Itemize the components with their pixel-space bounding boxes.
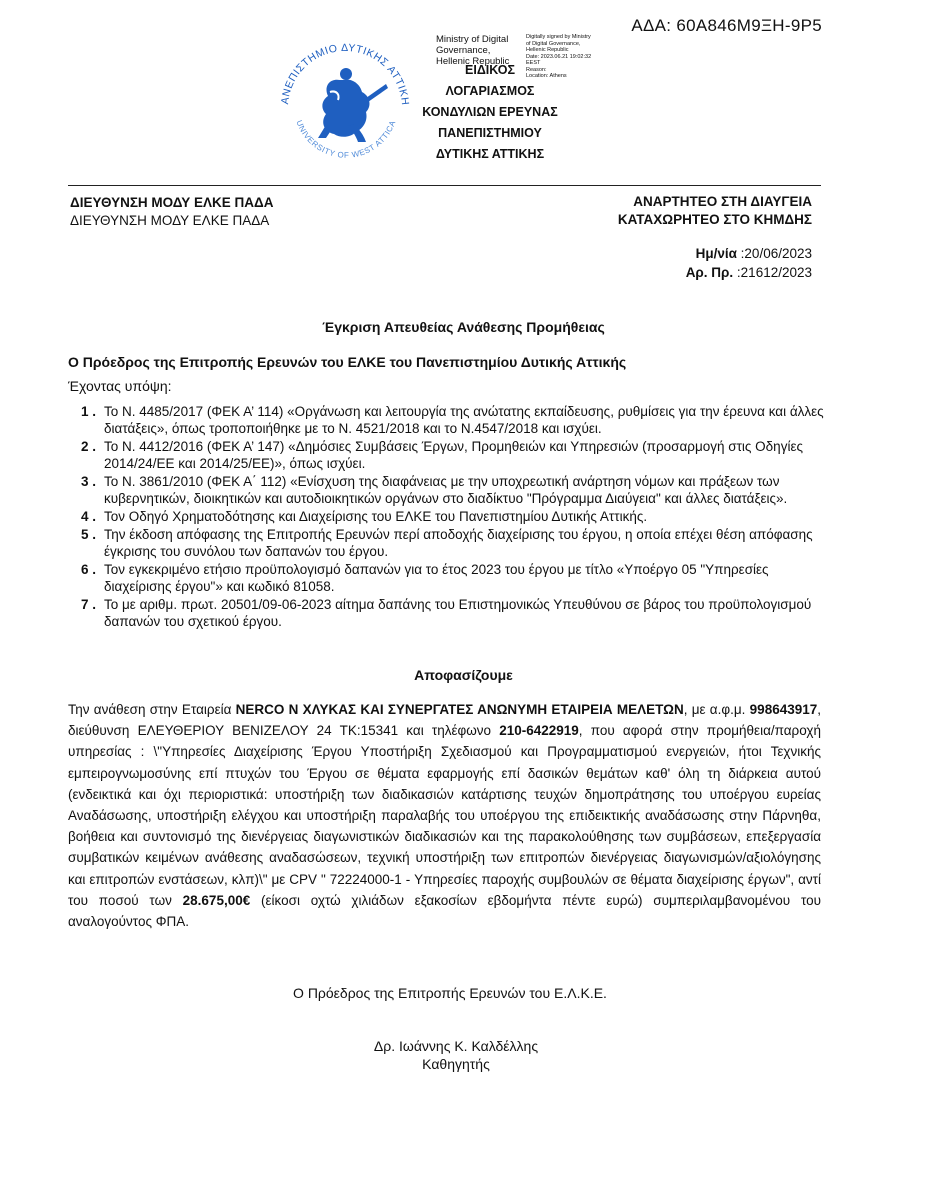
date-value: :20/06/2023 xyxy=(740,246,812,261)
posting-instructions: ΑΝΑΡΤΗΤΕΟ ΣΤΗ ΔΙΑΥΓΕΙΑ ΚΑΤΑΧΩΡΗΤΕΟ ΣΤΟ ΚΗΜΔΗΣ xyxy=(617,194,812,227)
having-in-mind: Έχοντας υπόψη: xyxy=(68,378,172,394)
decision-body: Την ανάθεση στην Εταιρεία NERCO Ν ΧΛΥΚΑΣ ΚΑΙ ΣΥΝΕΡΓΑΤΕΣ ΑΝΩΝΥΜΗ ΕΤΑΙΡΕΙΑ ΜΕΛΕΤΩΝ, με α.φ.μ. 998643917, διεύθυνση ΕΛΕΥΘΕΡΙΟΥ ΒΕΝΙΖΕΛΟΥ 24 ΤΚ:15341 και τηλέφωνο 210-6422919, που αφορά στην προμήθεια/παροχή υπηρεσίας : \"Υπηρεσίες Διαχείρισης Έργου Υποστήριξη Σχεδιασμού και Προγραμματισμού ενεργειών, ήτοι Τεχνικής εμπειρογνωμοσύνης επί πτυχών του Έργου σε θέματα εφαρμογής επί δασικών θεμάτων καθ' όλη τη διάρκεια αυτού (ενδεικτικά και όχι περιοριστικά: υποστήριξη των διαδικασιών κατάρτισης τευχών δημοπράτησης του υποέργου ευρείας Αναδάσωσης, υποστήριξη ελέγχου και υποστήριξη παραλαβής του υποέργου της επιδεικτικής αναδάσωσης στην Πάρνηθα, βοήθεια και συντονισμό της διενέργειας διαγωνιστικών διαδικασιών και της παρακολούθησης των συμβάσεων, επεξεργασία συμβατικών κειμένων ανάθεσης αναδασώσεων, τεχνική υποστήριξη των επιτροπών διενέργειας διαγωνισμών/αξιολόγησης και επιτροπών ενστάσεων, κλπ)\" με CPV " 72224000-1 - Υπηρεσίες παροχής συμβουλών σε θέματα διαχείρισης έργων", αντί του ποσού των 28.675,00€ (είκοσι οχτώ χιλιάδων εξακοσίων εβδομήντα πέντε ευρώ) συμπεριλαμβανομένου του αναλογούντος ΦΠΑ. xyxy=(68,702,822,930)
signatory-role: Ο Πρόεδρος της Επιτροπής Ερευνών του Ε.Λ.Κ.Ε. xyxy=(293,985,607,1001)
signatory-name: Δρ. Ιωάννης Κ. Καλδέλλης xyxy=(373,1038,539,1054)
list-item: 2 . Το Ν. 4412/2016 (ΦΕΚ Α’ 147) «Δημόσιες Συμβάσεις Έργων, Προμηθειών και Υπηρεσιών (προσαρμογή στις Οδηγίες 2014/24/ΕΕ και 2014/25/ΕΕ)», όπως ισχύει. xyxy=(80,439,803,471)
date-label: Ημ/νία xyxy=(695,246,737,261)
list-item: 7 . Το με αριθμ. πρωτ. 20501/09-06-2023 αίτημα δαπάνης του Επιστημονικώς Υπευθύνου σε βάρος του προϋπολογισμού δαπανών του σχετικού έργου. xyxy=(80,597,812,629)
company-name: NERCO Ν ΧΛΥΚΑΣ ΚΑΙ ΣΥΝΕΡΓΑΤΕΣ ΑΝΩΝΥΜΗ ΕΤΑΙΡΕΙΑ ΜΕΛΕΤΩΝ xyxy=(235,702,684,717)
athena-emblem-icon xyxy=(318,68,388,142)
list-item: 3 . Το Ν. 3861/2010 (ΦΕΚ Α΄ 112) «Ενίσχυση της διαφάνειας με την υποχρεωτική ανάρτηση νόμων και πράξεων των κυβερνητικών, διοικητικών και αυτοδιοικητικών οργάνων στο διαδίκτυο "Πρόγραμμα Διαύγεια" και άλλες διατάξεις». xyxy=(80,474,788,506)
president-heading: Ο Πρόεδρος της Επιτροπής Ερευνών του ΕΛΚΕ του Πανεπιστημίου Δυτικής Αττικής xyxy=(68,354,627,370)
document-meta xyxy=(686,244,812,282)
afm-number: 998643917 xyxy=(749,702,818,717)
list-item: 1 . Το Ν. 4485/2017 (ΦΕΚ Α’ 114) «Οργάνωση και λειτουργία της ανώτατης εκπαίδευσης, ρυθμίσεις για την έρευνα και άλλες διατάξεις», όπως τροποποιήθηκε με το Ν. 4521/2018 και το Ν.4547/2018 και ισχύει. xyxy=(80,404,824,436)
signature-meta: Digitally signed by Ministry of Digital Governance, Hellenic Republic Date: 2023.06.21 19:02:32 EEST Reason: Location: Athens xyxy=(526,34,592,79)
list-item: 4 . Τον Οδηγό Χρηματοδότησης και Διαχείρισης του ΕΛΚΕ του Πανεπιστημίου Δυτικής Αττικής. xyxy=(80,509,648,524)
logo-text-top: ΑΝΕΠΙΣΤΗΜΙΟ ΔΥΤΙΚΗΣ ΑΤΤΙΚΗ xyxy=(279,41,412,107)
amount: 28.675,00€ xyxy=(182,892,251,908)
decision-heading: Αποφασίζουμε xyxy=(414,667,513,683)
protocol-label: Αρ. Πρ. xyxy=(685,265,734,280)
considerations-list xyxy=(66,403,826,631)
department-bold: ΔΙΕΥΘΥΝΣΗ ΜΟΔΥ ΕΛΚΕ ΠΑΔΑ xyxy=(70,195,274,210)
signatory-title: Καθηγητής xyxy=(422,1056,490,1072)
organization-name: ΕΙΔΙΚΟΣ ΛΟΓΑΡΙΑΣΜΟΣ ΚΟΝΔΥΛΙΩΝ ΕΡΕΥΝΑΣ ΠΑΝΕΠΙΣΤΗΜΙΟΥ ΔΥΤΙΚΗΣ ΑΤΤΙΚΗΣ xyxy=(422,63,558,161)
phone-number: 210-6422919 xyxy=(499,723,579,739)
list-item: 5 . Την έκδοση απόφασης της Επιτροπής Ερευνών περί αποδοχής διαχείρισης του έργου, η οποία επέχει θέση απόφασης έγκρισης του συνόλου των δαπανών του έργου. xyxy=(80,527,813,559)
signature-org: Ministry of Digital Governance, Hellenic Republic xyxy=(436,34,510,67)
protocol-value: :21612/2023 xyxy=(736,265,812,280)
signatory xyxy=(0,1037,912,1073)
university-logo xyxy=(270,28,420,178)
department-regular: ΔΙΕΥΘΥΝΣΗ ΜΟΔΥ ΕΛΚΕ ΠΑΔΑ xyxy=(70,213,270,228)
list-item: 6 . Τον εγκεκριμένο ετήσιο προϋπολογισμό δαπανών για το έτος 2023 του έργου με τίτλο «Υποέργο 05 "Υπηρεσίες διαχείρισης έργου"» και κωδικό 81058. xyxy=(80,562,769,594)
ada-code: ΑΔΑ: 60Α846Μ9ΞΗ-9Ρ5 xyxy=(631,16,822,35)
header-divider xyxy=(68,185,821,186)
document-title: Έγκριση Απευθείας Ανάθεσης Προμήθειας xyxy=(322,319,605,335)
logo-text-bottom: UNIVERSITY OF WEST ATTICA xyxy=(294,118,398,160)
